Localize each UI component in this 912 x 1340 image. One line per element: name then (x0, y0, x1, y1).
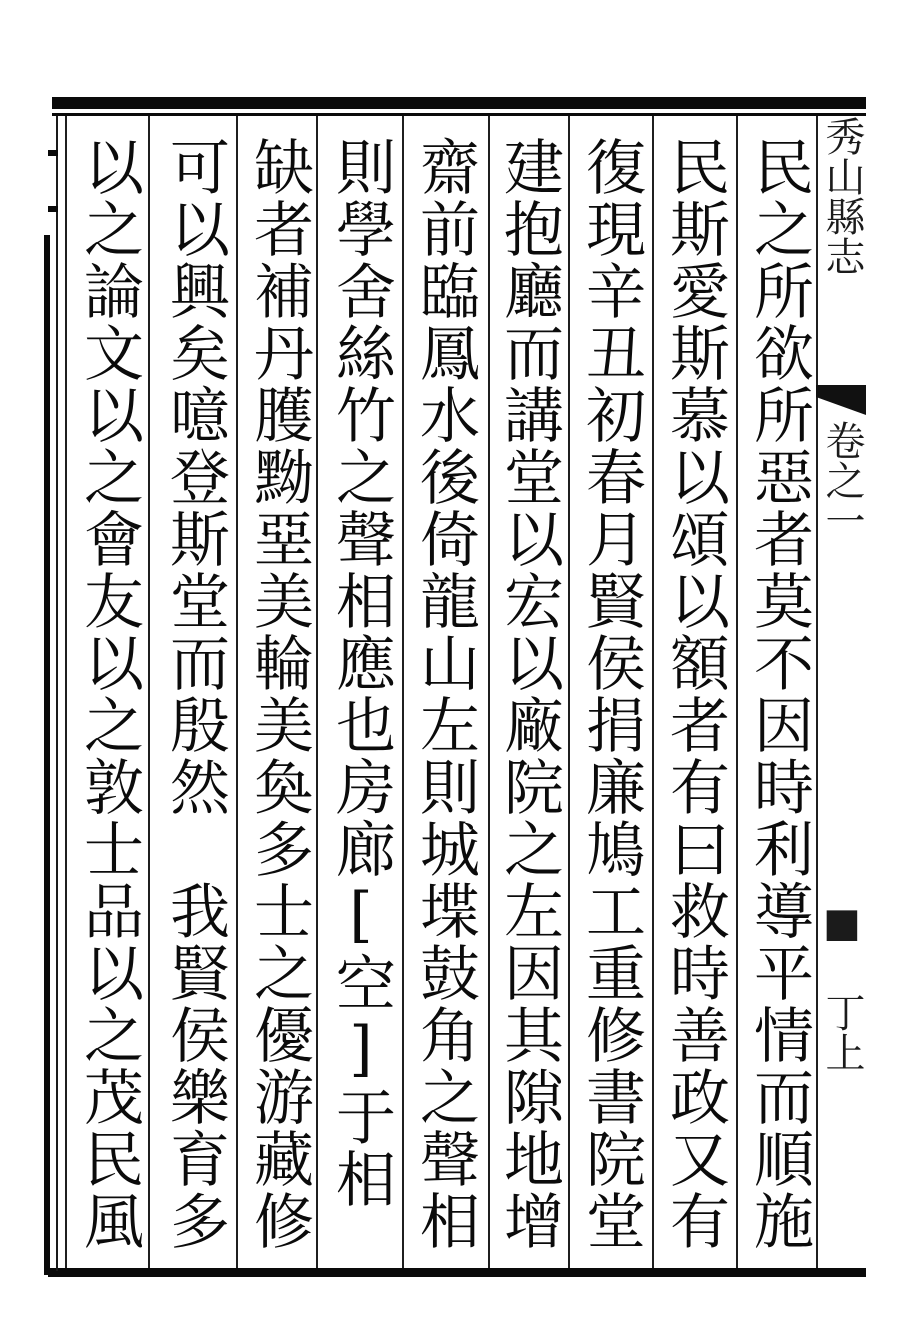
bottom-border (48, 1268, 866, 1277)
column-text: 以之論文以之會友以之敦士品以之茂民風 (74, 136, 144, 1252)
margin-lower-text: ■ 丁上 (819, 900, 865, 1072)
text-column-5 (406, 136, 484, 1266)
book-title: 秀山縣志 (819, 116, 865, 276)
left-border (44, 235, 50, 1275)
left-border-inner (56, 116, 58, 1271)
margin-lower (818, 900, 866, 1160)
text-column-7 (240, 136, 318, 1266)
column-text: 可以興矣噫登斯堂而殷然 我賢侯樂育多 (160, 136, 230, 1252)
column-text: 建抱廳而講堂以宏以廠院之左因其隙地增 (494, 136, 564, 1252)
column-text: 缺者補丹臒黝堊美輪美奐多士之優游藏修 (244, 136, 314, 1252)
column-text: 則學舍絲竹之聲相應也房廊[空]于相 (326, 136, 396, 1210)
volume-label: 卷之一 (819, 420, 865, 540)
top-border (52, 97, 866, 109)
text-column-3 (572, 136, 650, 1266)
column-divider (402, 116, 404, 1268)
column-divider (148, 116, 150, 1268)
text-column-6 (322, 136, 400, 1266)
column-divider (65, 116, 67, 1268)
column-text: 復現辛丑初春月賢侯捐廉鳩工重修書院堂 (576, 136, 646, 1252)
text-column-1 (740, 136, 818, 1266)
text-column-9 (70, 136, 148, 1266)
text-column-2 (656, 136, 734, 1266)
margin-volume (818, 420, 866, 620)
column-text: 民之所欲所惡者莫不因時利導平情而順施 (744, 136, 814, 1252)
column-divider (736, 116, 738, 1268)
column-text: 齋前臨鳳水後倚龍山左則城堞鼓角之聲相 (410, 136, 480, 1252)
left-edge-marks (48, 150, 58, 212)
text-column-4 (490, 136, 568, 1266)
column-divider (652, 116, 654, 1268)
top-border-inner (52, 113, 866, 116)
text-column-8 (156, 136, 234, 1266)
column-divider (568, 116, 570, 1268)
column-text: 民斯愛斯慕以頌以額者有曰救時善政又有 (660, 136, 730, 1252)
column-divider (236, 116, 238, 1268)
